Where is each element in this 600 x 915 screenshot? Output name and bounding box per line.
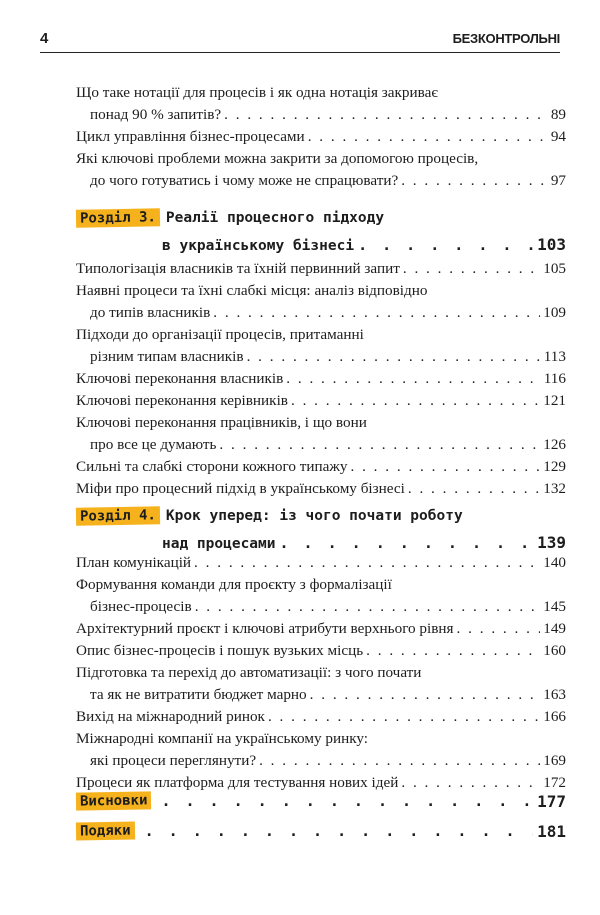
page-ref: 139 (537, 533, 566, 552)
page-ref: 181 (537, 821, 566, 841)
page-ref: 177 (537, 791, 566, 811)
toc-entry[interactable]: План комунікацій . . . 140 (76, 552, 566, 574)
page-ref: 113 (543, 348, 566, 365)
page-ref: 105 (543, 260, 566, 277)
toc-entry[interactable]: Що таке нотації для процесів і як одна нотація закриває понад 90 % запитів? . . . 89 (76, 82, 566, 126)
chapter-3-heading[interactable]: Розділ 3. Реалії процесного підходу в українському бізнесі . . . 103 (76, 206, 566, 254)
page-ref: 132 (543, 480, 566, 497)
toc-entry[interactable]: Сильні та слабкі сторони кожного типажу . . . 129 (76, 456, 566, 478)
toc-entry[interactable]: Формування команди для проєкту з формалізації бізнес-процесів . . . 145 (76, 574, 566, 618)
toc-section-3 (76, 258, 566, 500)
page-ref: 145 (543, 598, 566, 615)
toc-entry[interactable]: Міфи про процесний підхід в українському бізнесі . . . 132 (76, 478, 566, 500)
page-ref: 169 (543, 752, 566, 769)
toc-entry[interactable]: Які ключові проблеми можна закрити за допомогою процесів, до чого готуватись і чому може не спрацювати? . . . 97 (76, 148, 566, 192)
page-ref: 160 (543, 642, 566, 659)
chapter-label: Висновки (76, 791, 152, 810)
toc-entry[interactable]: Вихід на міжнародний ринок . . . 166 (76, 706, 566, 728)
page-ref: 103 (537, 235, 566, 254)
toc-section-4 (76, 552, 566, 794)
toc-entry[interactable]: Цикл управління бізнес-процесами . . . 94 (76, 126, 566, 148)
page-ref: 166 (543, 708, 566, 725)
running-head: БЕЗКОНТРОЛЬНІ (452, 31, 560, 46)
page-ref: 140 (543, 554, 566, 571)
page-ref: 89 (550, 106, 566, 123)
thanks-heading[interactable] (76, 818, 566, 844)
toc-entry[interactable]: Ключові переконання керівників . . . 121 (76, 390, 566, 412)
page-ref: 121 (543, 392, 566, 409)
page-ref: 129 (543, 458, 566, 475)
page-ref: 116 (543, 370, 566, 387)
page-ref: 149 (543, 620, 566, 637)
chapter-4-heading[interactable]: Розділ 4. Крок уперед: із чого почати роботу над процесами . . . 139 (76, 504, 566, 552)
page-header (40, 30, 560, 53)
chapter-label: Розділ 3. (76, 208, 160, 227)
chapter-label: Подяки (76, 821, 135, 840)
toc-entry[interactable]: Типологізація власників та їхній первинний запит . . . 105 (76, 258, 566, 280)
page-ref: 126 (543, 436, 566, 453)
toc-entry[interactable]: Наявні процеси та їхні слабкі місця: аналіз відповідно до типів власників . . . 109 (76, 280, 566, 324)
toc-entry[interactable]: Підходи до організації процесів, притаманні різним типам власників . . . 113 (76, 324, 566, 368)
page-ref: 94 (550, 128, 566, 145)
chapter-label: Розділ 4. (76, 506, 160, 525)
toc-entry[interactable]: Міжнародні компанії на українському ринку: які процеси переглянути? . . . 169 (76, 728, 566, 772)
toc-entry[interactable]: Процеси як платформа для тестування нових ідей . . . 172 (76, 772, 566, 794)
toc-entry[interactable]: Ключові переконання власників . . . 116 (76, 368, 566, 390)
page-ref: 97 (550, 172, 566, 189)
page-ref: 172 (543, 774, 566, 791)
page-ref: 109 (543, 304, 566, 321)
chapter-title: Крок уперед: із чого почати роботу (165, 508, 463, 524)
chapter-title: Реалії процесного підходу (165, 210, 385, 226)
toc-entry[interactable]: Опис бізнес-процесів і пошук вузьких місць . . . 160 (76, 640, 566, 662)
page-ref: 163 (543, 686, 566, 703)
page-number: 4 (40, 30, 49, 47)
conclusions-heading[interactable] (76, 788, 566, 814)
toc-section-1 (76, 82, 566, 192)
toc-entry[interactable]: Архітектурний проєкт і ключові атрибути верхнього рівня . . . 149 (76, 618, 566, 640)
toc-entry[interactable]: Ключові переконання працівників, і що вони про все це думають . . . 126 (76, 412, 566, 456)
toc-entry[interactable]: Підготовка та перехід до автоматизації: з чого почати та як не витратити бюджет марно . . . 163 (76, 662, 566, 706)
